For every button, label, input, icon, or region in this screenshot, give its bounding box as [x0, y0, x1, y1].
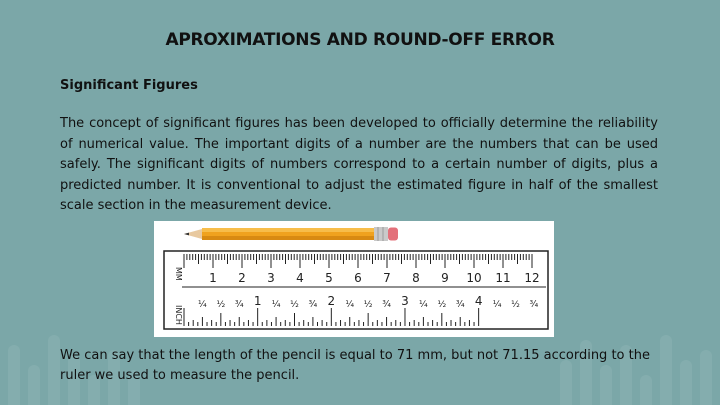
ruler-fraction-label: ¼ [198, 300, 207, 310]
ruler-fraction-label: ¼ [419, 300, 428, 310]
ruler-cm-number: 11 [495, 271, 511, 285]
ruler-fraction-label: ¼ [345, 300, 355, 310]
ruler-cm-number: 6 [354, 271, 362, 285]
ruler-fraction-label: ¾ [308, 300, 318, 310]
ruler-inch-number: 3 [401, 294, 409, 308]
ruler-image [164, 251, 548, 329]
ruler-fraction-label: ¼ [271, 300, 281, 310]
ruler-mm-label: MM [174, 267, 183, 281]
ruler-cm-number: 9 [441, 271, 449, 285]
ruler-inch-number: 2 [327, 294, 336, 308]
ruler-cm-number: 4 [296, 271, 304, 285]
ruler-cm-number: 1 [209, 271, 217, 285]
pencil-lead [184, 233, 189, 236]
ruler-cm-number: 8 [412, 271, 420, 285]
ruler-fraction-label: ½ [290, 300, 299, 310]
ruler-cm-number: 2 [238, 271, 246, 285]
slide-subtitle: Significant Figures [60, 78, 198, 93]
ruler-fraction-label: ½ [437, 300, 447, 310]
slide-title: APROXIMATIONS AND ROUND-OFF ERROR [165, 30, 555, 50]
pencil-image [184, 227, 398, 241]
ruler-cm-number: 5 [325, 271, 333, 285]
ruler-body [164, 251, 548, 329]
ruler-fraction-label: ¾ [455, 300, 465, 310]
pencil-ferrule [374, 227, 388, 241]
ruler-cm-number: 3 [267, 271, 275, 285]
ruler-cm-number: 10 [466, 271, 482, 285]
ruler-inch-label: INCH [174, 305, 183, 325]
pencil-eraser [388, 228, 398, 241]
ruler-inch-number: 4 [474, 294, 483, 308]
ruler-cm-number: 7 [383, 271, 391, 285]
ruler-fraction-label: ½ [363, 300, 373, 310]
body-paragraph: The concept of significant figures has been developed to officially determine the reliability of numerical value. The important digits of a number are the numbers that can be used safely. The significant digits of numbers correspond to a certain number of digits, plus a predicted number. It is conventional to adjust the estimated figure in half of the smallest scale section in the measurement device. [60, 116, 658, 213]
ruler-fraction-label: ½ [216, 300, 226, 310]
ruler-fraction-label: ¾ [529, 300, 539, 310]
ruler-fraction-label: ½ [511, 300, 520, 310]
ruler-inch-number: 1 [253, 294, 262, 308]
caption-text: We can say that the length of the pencil is equal to 71 mm, but not 71.15 according to the ruler we used to measure the pencil. [60, 348, 650, 383]
ruler-fraction-label: ¾ [382, 300, 391, 310]
ruler-fraction-label: ¾ [234, 300, 244, 310]
ruler-fraction-label: ¼ [492, 300, 502, 310]
pencil-ruler-figure [154, 221, 554, 337]
ruler-cm-number: 12 [524, 271, 540, 285]
